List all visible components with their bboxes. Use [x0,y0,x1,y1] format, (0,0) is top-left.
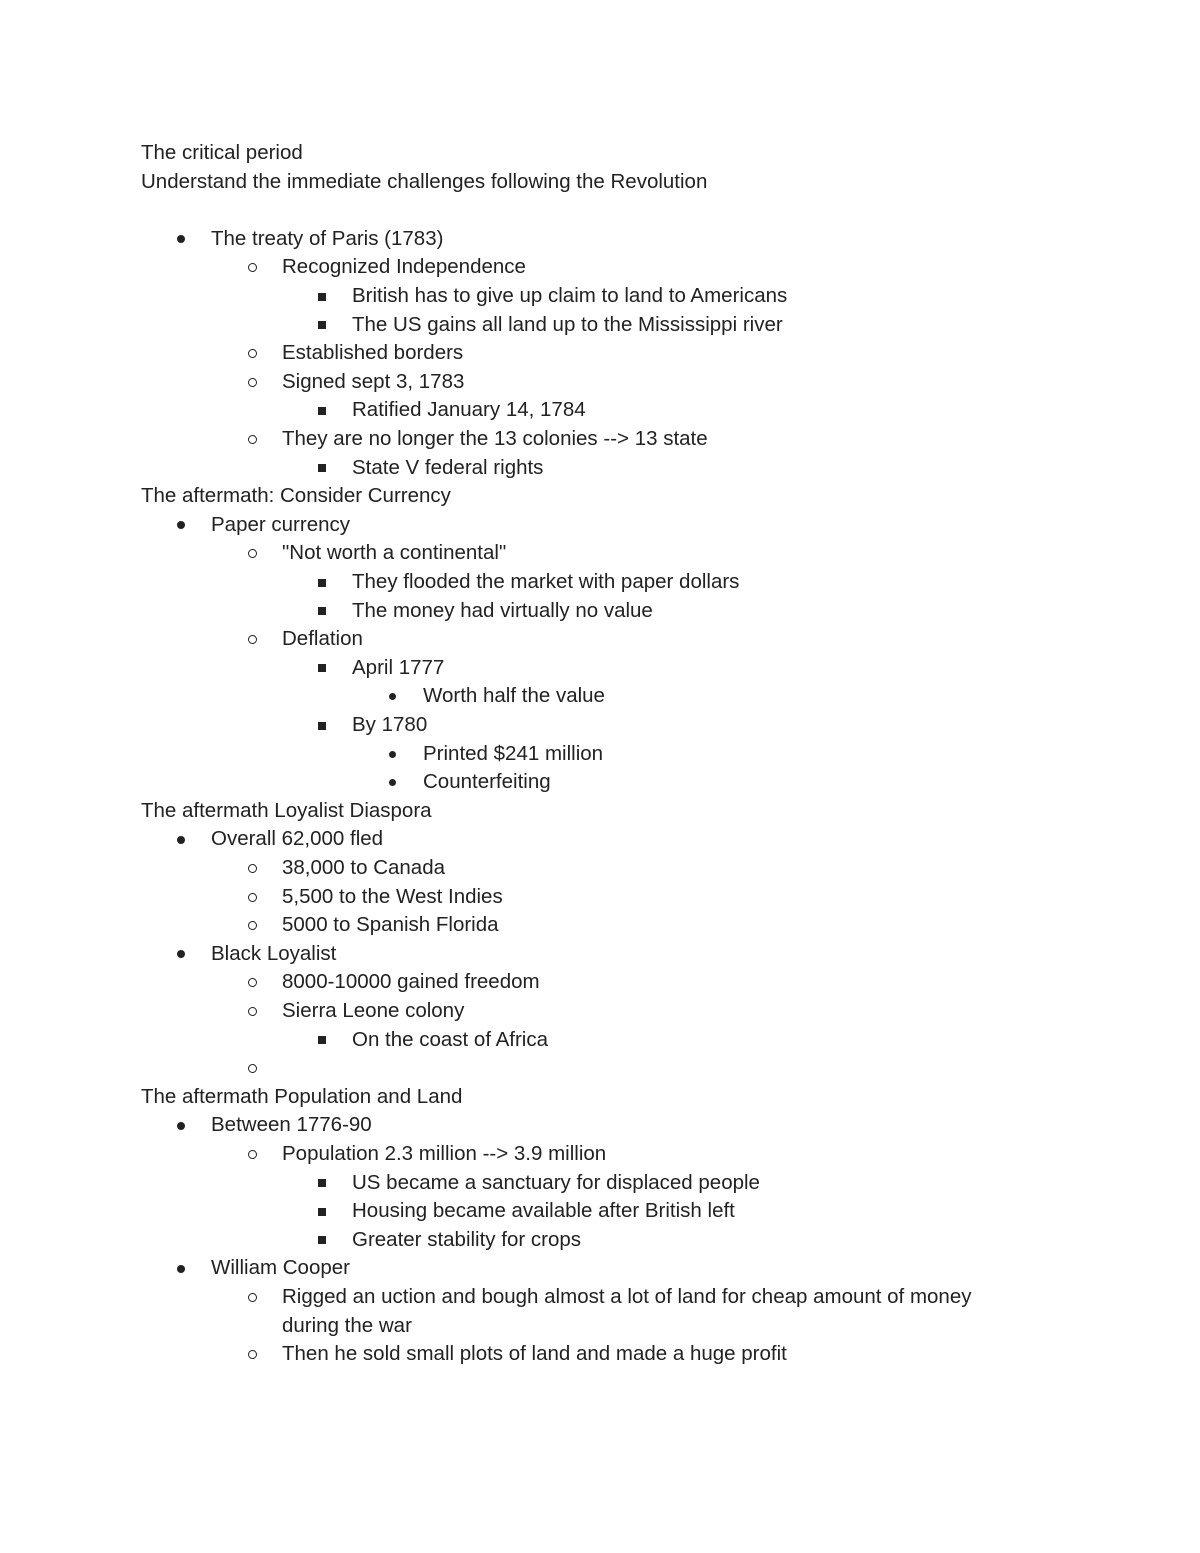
section-heading [0,482,1200,511]
bullet-square-icon [318,1169,326,1198]
list-item [0,368,1200,397]
bullet-disc-icon [177,1111,185,1140]
line-text: By 1780 [352,713,428,736]
line-text: Paper currency [211,512,351,536]
list-item [0,396,1200,425]
bullet-circle-icon [248,1283,257,1312]
list-item [0,825,1200,854]
line-text: Greater stability for crops [352,1227,581,1251]
line-text: Overall 62,000 fled [211,827,384,851]
bullet-square-icon [318,711,326,740]
bullet-square-icon [318,1226,326,1255]
list-item [0,1054,1200,1083]
line-text: 38,000 to Canada [282,856,445,879]
bullet-circle-icon [248,883,257,912]
bullet-disc-icon [177,511,185,540]
line-text: The aftermath Loyalist Diaspora [141,798,432,822]
list-item [0,1026,1200,1055]
list-item [0,854,1200,883]
list-item [0,425,1200,454]
list-item [0,768,1200,797]
list-item [0,1312,1200,1341]
line-text: The money had virtually no value [352,598,653,622]
bullet-circle-icon [248,997,257,1026]
list-item [0,339,1200,368]
bullet-square-icon [318,396,326,425]
line-text: Housing became available after British left [352,1199,735,1223]
line-text: US became a sanctuary for displaced people [352,1170,760,1194]
bullet-circle-icon [248,539,257,568]
bullet-disc-icon [389,768,396,797]
list-item [0,1340,1200,1369]
list-item [0,311,1200,340]
bullet-square-icon [318,568,326,597]
line-text: They flooded the market with paper dollars [352,570,740,593]
bullet-square-icon [318,1197,326,1226]
list-item [0,253,1200,282]
line-text: The aftermath Population and Land [141,1084,463,1108]
line-text: Printed $241 million [423,741,604,765]
list-item [0,997,1200,1026]
list-item [0,282,1200,311]
list-item [0,883,1200,912]
list-item [0,1283,1200,1312]
line-text: 5000 to Spanish Florida [282,913,499,937]
bullet-disc-icon [177,825,185,854]
bullet-square-icon [318,311,326,340]
list-item [0,1226,1200,1255]
list-item [0,454,1200,483]
bullet-circle-icon [248,1054,257,1083]
bullet-disc-icon [177,1254,185,1283]
bullet-circle-icon [248,1140,257,1169]
bullet-disc-icon [177,940,185,969]
list-item [0,911,1200,940]
bullet-disc-icon [389,740,396,769]
list-item [0,1111,1200,1140]
line-text: Then he sold small plots of land and made a huge profit [282,1342,787,1366]
list-item [0,1169,1200,1198]
section-heading [0,139,1200,168]
list-item [0,711,1200,740]
line-text: during the war [282,1313,412,1337]
line-text: Ratified January 14, 1784 [352,398,586,422]
bullet-circle-icon [248,339,257,368]
list-item [0,968,1200,997]
line-text: "Not worth a continental" [282,541,507,565]
line-text: Sierra Leone colony [282,999,465,1022]
line-text: Deflation [282,627,363,651]
line-text: The critical period [141,141,303,164]
line-text: The treaty of Paris (1783) [211,226,444,250]
list-item [0,740,1200,769]
bullet-square-icon [318,282,326,311]
list-item [0,597,1200,626]
line-text: Black Loyalist [211,941,337,965]
line-text: The aftermath: Consider Currency [141,484,451,508]
list-item [0,225,1200,254]
line-text: Between 1776-90 [211,1113,372,1137]
bullet-circle-icon [248,854,257,883]
list-item [0,940,1200,969]
line-text: April 1777 [352,655,445,679]
list-item [0,1140,1200,1169]
line-text: Signed sept 3, 1783 [282,369,465,393]
list-item [0,654,1200,683]
line-text: British has to give up claim to land to Americans [352,284,788,307]
bullet-disc-icon [177,225,185,254]
line-text: Counterfeiting [423,770,551,794]
line-text: They are no longer the 13 colonies --> 13 state [282,427,708,450]
bullet-circle-icon [248,1340,257,1369]
line-text: On the coast of Africa [352,1027,548,1051]
bullet-circle-icon [248,968,257,997]
section-heading [0,797,1200,826]
line-text: The US gains all land up to the Mississippi river [352,312,783,336]
line-text: Established borders [282,341,464,365]
list-item [0,511,1200,540]
list-item [0,568,1200,597]
line-text: Worth half the value [423,684,605,708]
line-text: Recognized Independence [282,255,526,279]
line-text: State V federal rights [352,455,544,479]
line-text: Understand the immediate challenges following the Revolution [141,169,708,193]
bullet-circle-icon [248,625,257,654]
list-item [0,625,1200,654]
bullet-circle-icon [248,425,257,454]
bullet-circle-icon [248,368,257,397]
list-item [0,196,1200,225]
section-heading [0,168,1200,197]
line-text: William Cooper [211,1256,350,1280]
bullet-square-icon [318,1026,326,1055]
line-text: Population 2.3 million --> 3.9 million [282,1142,607,1165]
line-text: Rigged an uction and bough almost a lot of land for cheap amount of money [282,1285,972,1308]
list-item [0,539,1200,568]
bullet-square-icon [318,597,326,626]
section-heading [0,1083,1200,1112]
list-item [0,682,1200,711]
bullet-circle-icon [248,911,257,940]
list-item [0,1254,1200,1283]
bullet-square-icon [318,454,326,483]
bullet-disc-icon [389,682,396,711]
line-text: 8000-10000 gained freedom [282,970,540,994]
bullet-circle-icon [248,253,257,282]
line-text: 5,500 to the West Indies [282,884,503,908]
list-item [0,1197,1200,1226]
bullet-square-icon [318,654,326,683]
